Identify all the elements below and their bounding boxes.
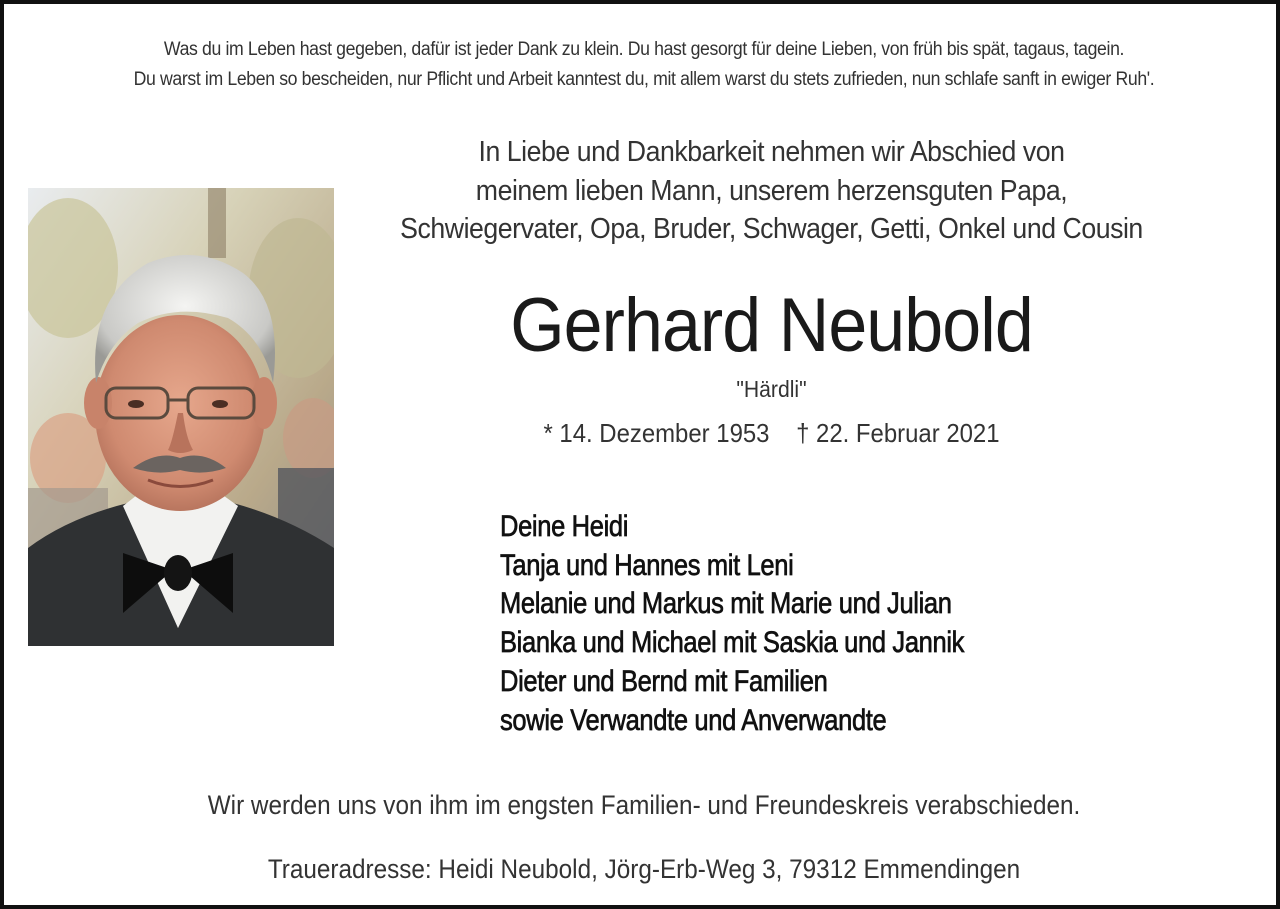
intro-line-3: Schwiegervater, Opa, Bruder, Schwager, Getti, Onkel und Cousin: [400, 213, 1143, 245]
mourner-line: Dieter und Bernd mit Familien: [500, 664, 828, 698]
portrait-photo: [28, 188, 334, 646]
mourner-line: Deine Heidi: [500, 510, 629, 543]
mourners-list: [500, 508, 964, 740]
farewell-note: Wir werden uns von ihm im engsten Familien- und Freundeskreis verabschieden.: [207, 790, 1081, 820]
intro-line-2: meinem lieben Mann, unserem herzensguten Papa,: [475, 175, 1068, 207]
life-dates: * 14. Dezember 1953 † 22. Februar 2021: [543, 418, 1000, 448]
mourning-address: Traueradresse: Heidi Neubold, Jörg-Erb-Weg 3, 79312 Emmendingen: [267, 854, 1021, 884]
deceased-nickname: "Härdli": [736, 376, 807, 402]
mourner-line: sowie Verwandte und Anverwandte: [500, 703, 887, 737]
intro-line-1: In Liebe und Dankbarkeit nehmen wir Abschied von: [478, 136, 1065, 168]
deceased-name: Gerhard Neubold: [510, 283, 1033, 368]
poem-line-1: Was du im Leben hast gegeben, dafür ist jeder Dank zu klein. Du hast gesorgt für deine Lieben, von früh bis spät, tagaus, tagein.: [163, 39, 1125, 60]
poem-line-2: Du warst im Leben so bescheiden, nur Pflicht und Arbeit kanntest du, mit allem warst du stets zufrieden, nun schlafe sanft in ewiger Ruh'.: [133, 69, 1155, 90]
mourner-line: Tanja und Hannes mit Leni: [500, 548, 794, 582]
mourner-line: Melanie und Markus mit Marie und Julian: [500, 587, 952, 621]
mourner-line: Bianka und Michael mit Saskia und Jannik: [500, 626, 965, 660]
